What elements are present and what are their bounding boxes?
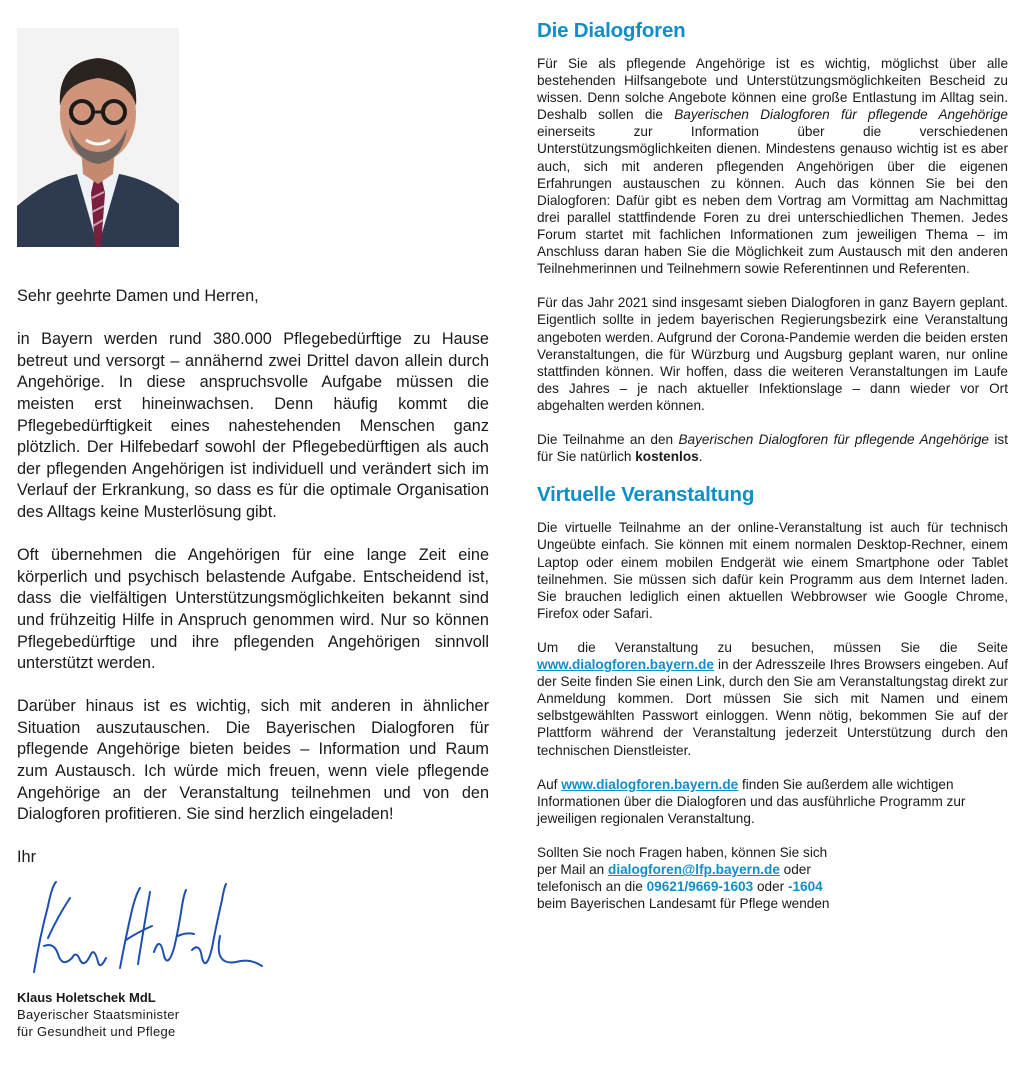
virtual-paragraph-1: Die virtuelle Teilnahme an der online-Veranstaltung ist auch für technisch Ungeübte einfach. Sie können mit einem normalen Desktop-Rechner, einem Laptop oder einem mobilen Endgerät wie einem Smartphone oder Tablet teilnehmen. Sie müssen sich dafür kein Programm aus dem Internet laden. Sie brauchen lediglich einen aktuellen Webbrowser wie Google Chrome, Firefox oder Safari. (537, 520, 1008, 621)
signer-role-1: Bayerischer Staatsminister (17, 1007, 180, 1022)
letter-paragraph-1: in Bayern werden rund 380.000 Pflegebedürftige zu Hause betreut und versorgt – annähernd zwei Drittel davon allein durch Angehörige. In diese anspruchsvolle Aufgabe müssen die meisten erst hineinwachsen. Denn häufig kommt die Pflegebedürftigkeit eines nahestehenden Menschen ganz plötzlich. Der Hilfebedarf sowohl der Pflegebedürftigen als auch der pflegenden Angehörigen ist individuell und verändert sich im Verlauf der Erkrankung, so dass es für die optimale Organisation des Alltags keine Musterlösung gibt. (17, 330, 489, 521)
text-run: Für Sie als pflegende Angehörige ist es wichtig, möglichst über alle bestehenden Hilfsangebote und Unterstützungsmöglichkeiten Bescheid zu wissen. Denn solche Angebote können eine große Entlastung im Alltag sein. Deshalb sollen die (537, 56, 1008, 123)
dialogforen-paragraph-1 (537, 55, 1008, 277)
info-column (537, 18, 1008, 930)
portrait-illustration (17, 28, 179, 247)
text-run: oder (779, 862, 811, 878)
text-run: . (698, 449, 703, 465)
text-run: ist für Sie natürlich (537, 432, 1008, 465)
contact-paragraph (537, 844, 1008, 912)
website-link[interactable]: www.dialogforen.bayern.de (537, 657, 714, 673)
letter-paragraph-2: Oft übernehmen die Angehörigen für eine lange Zeit eine körperlich und psychisch belastende Aufgabe. Entscheidend ist, dass die vielfältigen Unterstützungsmöglichkeiten bekannt sind und frühzeitig Hilfe in Anspruch genommen wird. Nur so können Pflegebedürftige und ihre pflegenden Angehörigen sinnvoll unterstützt werden. (17, 546, 489, 673)
italic-run: Bayerischen Dialogforen für pflegende Angehörige (674, 107, 1008, 123)
signer-role-2: für Gesundheit und Pflege (17, 1024, 176, 1039)
text-run: finden Sie außerdem alle wichtigen Informationen über die Dialogforen und das ausführliche Programm zur jeweiligen regionalen Veranstaltung. (537, 776, 966, 826)
website-link-2[interactable]: www.dialogforen.bayern.de (561, 776, 739, 792)
text-run: Die Teilnahme an den (537, 432, 679, 448)
section-title-virtuelle-veranstaltung: Virtuelle Veranstaltung (537, 483, 755, 507)
text-run: oder (753, 879, 788, 895)
email-link[interactable]: dialogforen@lfp.bayern.de (608, 862, 780, 878)
text-run: Um die Veranstaltung zu besuchen, müssen Sie die Seite (537, 640, 1008, 655)
phone-number-2[interactable]: -1604 (787, 879, 823, 895)
signer-block (17, 989, 179, 1040)
text-run: in der Adresszeile Ihres Browsers eingeben. Auf der Seite finden Sie einen Link, durch den Sie am Veranstaltungstag direkt zur Anmeldung kommen. Dort müssen Sie sich mit Namen und einem selbstgewählten Passwort einloggen. Wenn nötig, bekommen Sie auf der Plattform während der Veranstaltung jederzeit Unterstützung durch den technischen Dienstleister. (537, 657, 1008, 758)
text-run: telefonisch an die (537, 879, 647, 895)
signer-name: Klaus Holetschek MdL (17, 990, 156, 1005)
letter-body (17, 286, 489, 891)
contact-line-1: Sollten Sie noch Fragen haben, können Sie sich (537, 845, 828, 861)
phone-number-1[interactable]: 09621/9669-1603 (646, 879, 754, 895)
portrait-photo (17, 28, 179, 247)
letter-closing: Ihr (17, 848, 37, 867)
text-run: per Mail an (537, 862, 609, 878)
contact-line-4: beim Bayerischen Landesamt für Pflege wenden (537, 896, 830, 912)
bold-run: kostenlos (635, 449, 699, 465)
italic-run: Bayerischen Dialogforen für pflegende Angehörige (678, 432, 989, 448)
virtual-paragraph-2 (537, 639, 1008, 759)
virtual-paragraph-3 (537, 776, 1008, 827)
letter-salutation: Sehr geehrte Damen und Herren, (17, 287, 259, 305)
handwritten-signature (14, 876, 264, 980)
signature-graphic (14, 876, 264, 980)
text-run: Auf (537, 776, 562, 792)
section-title-dialogforen: Die Dialogforen (537, 19, 686, 42)
letter-paragraph-3: Darüber hinaus ist es wichtig, sich mit anderen in ähnlicher Situation auszutauschen. Die Bayerischen Dialogforen für pflegende Angehörige bieten beides – Information und Raum zum Austausch. Ich würde mich freuen, wenn viele pflegende Angehörige an der Veranstaltung teilnehmen und von den Dialogforen profitieren. Sie sind herzlich eingeladen! (17, 697, 489, 824)
dialogforen-paragraph-2: Für das Jahr 2021 sind insgesamt sieben Dialogforen in ganz Bayern geplant. Eigentlich sollte in jedem bayerischen Regierungsbezirk eine Veranstaltung angeboten werden. Aufgrund der Corona-Pandemie werden die beiden ersten Veranstaltungen, die für Würzburg und Augsburg geplant waren, nur online stattfinden können. Wir hoffen, dass die weiteren Veranstaltungen im Laufe des Jahres – je nach aktueller Infektionslage – dann wieder vor Ort abgehalten werden können. (537, 295, 1008, 413)
dialogforen-paragraph-3 (537, 431, 1008, 465)
text-run: einerseits zur Information über die verschiedenen Unterstützungsmöglichkeiten dienen. Mindestens genauso wichtig ist es aber auch, sich mit anderen pflegenden Angehörigen über die eigenen Erfahrungen austauschen zu können. Auch das können Sie bei den Dialogforen: Dafür gibt es neben dem Vortrag am Vormittag am Nachmittag drei parallel stattfindende Foren zu drei unterschiedlichen Themen. Jedes Forum startet mit fachlichen Informationen zum jeweiligen Thema – im Anschluss daran haben Sie die Möglichkeit zum Austausch mit den anderen Teilnehmerinnen und Teilnehmern sowie Referentinnen und Referenten. (537, 124, 1008, 277)
